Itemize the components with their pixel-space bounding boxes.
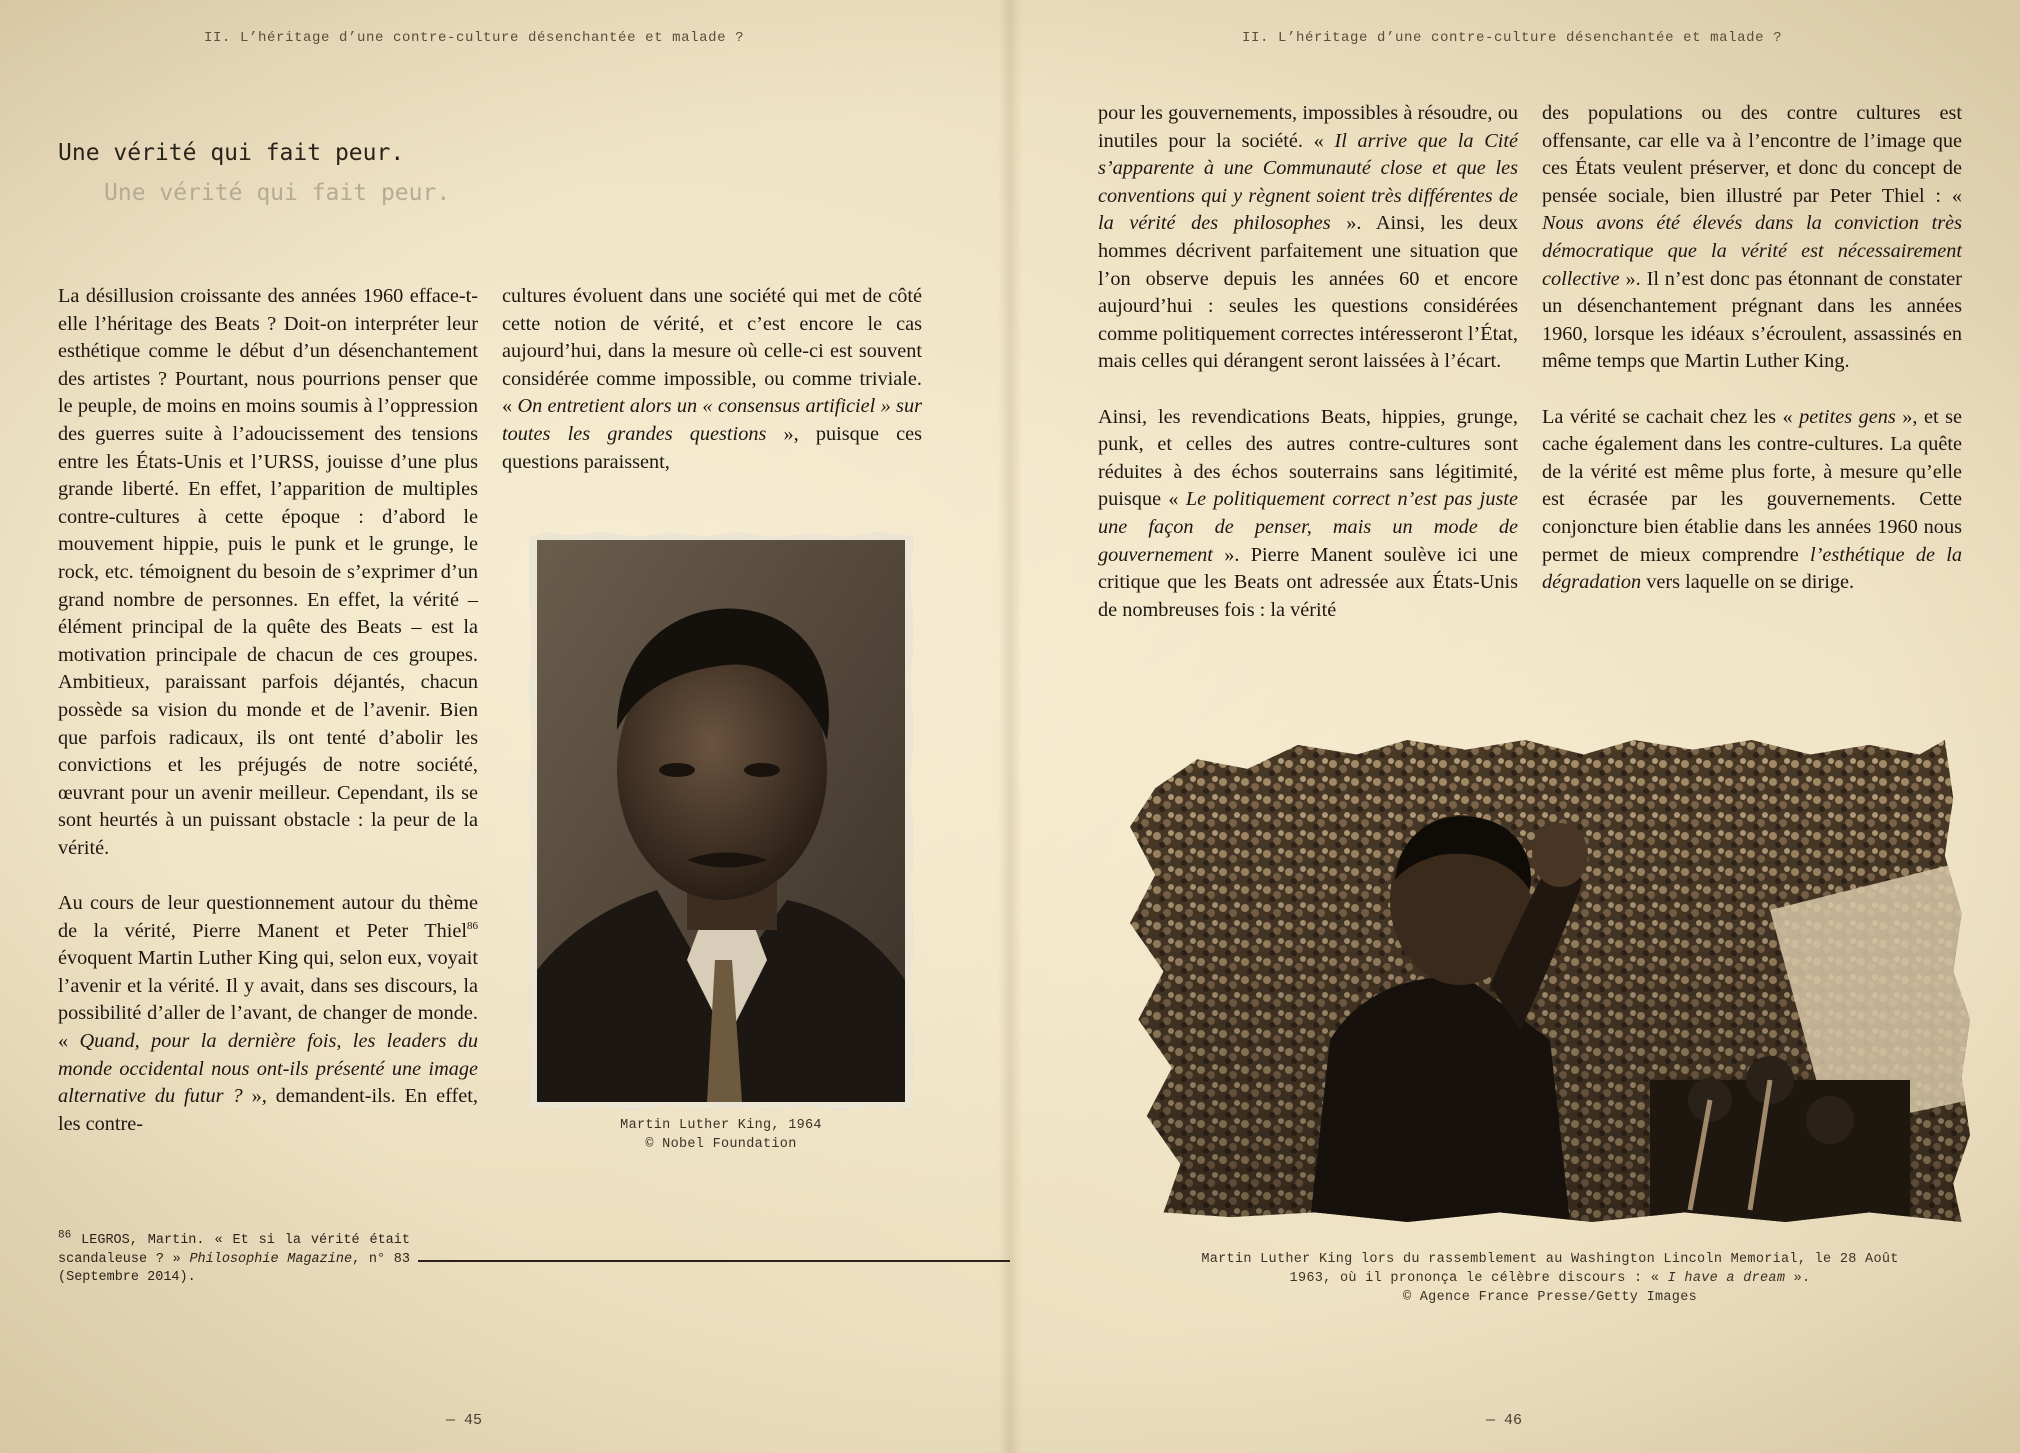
paragraph: pour les gouvernements, impossibles à résoudre, ou inutiles pour la société. « Il arrive que la Cité s’apparente à une Communauté close et que les conventions qui y règnent soient très différentes de la vérité des philosophes ». Ainsi, les deux hommes décrivent parfaitement une situation que l’on observe depuis les années 60 et encore aujourd’hui : seules les questions considérées comme politiquement correctes intéresseront l’État, mais celles qui dérangent seront laissées à l’écart. — [1098, 102, 1519, 373]
running-head-left: II. L’héritage d’une contre-culture désenchantée et malade ? — [204, 30, 745, 46]
quote: Il arrive que la Cité s’apparente à une Communauté close et que les conventions qui y règnent soient très différentes de la vérité des philosophes — [1098, 129, 1519, 235]
quote: Quand, pour la dernière fois, les leaders du monde occidental nous ont-ils présenté une image alternative du futur ? — [58, 1030, 478, 1108]
caption-credit: © Nobel Foundation — [645, 1137, 797, 1152]
footnote-ref[interactable]: 86 — [467, 919, 478, 932]
mlk-speech-photo — [1130, 740, 1970, 1222]
quote: On entretient alors un « consensus artificiel » sur toutes les grandes questions — [502, 395, 922, 445]
paragraph: des populations ou des contre cultures est offensante, car elle va à l’encontre de l’image que ces États veulent préserver, et donc du concept de pensée sociale, bien illustré par Peter Thiel : « Nous avons été élevés dans la conviction très démocratique que la vérité est nécessairement collective ». Il n’est donc pas étonnant de constater un désenchantement prégnant dans les années 1960, lorsque les idéaux s’écroulent, assassinés en même temps que Martin Luther King. — [1542, 102, 1962, 373]
paragraph: La vérité se cachait chez les « petites gens », et se cache également dans les contre-cultures. La quête de la vérité est même plus forte, à mesure qu’elle est écrasée par les gouvernements. Cette conjoncture bien établie dans les années 1960 nous permet de mieux comprendre l’esthétique de la dégradation vers laquelle on se dirige. — [1542, 405, 1963, 594]
left-column-2 — [502, 283, 922, 476]
paragraph: cultures évoluent dans une société qui met de côté cette notion de vérité, et c’est encore le cas aujourd’hui, dans la mesure où celle-ci est souvent considérée comme impossible, ou comme triviale. « On entretient alors un « consensus artificiel » sur toutes les grandes questions », puisque ces questions paraissent, — [502, 285, 922, 473]
right-column-2 — [1542, 100, 1962, 597]
caption-title: Martin Luther King lors du rassemblement au Washington Lincoln Memorial, le 28 Août — [1201, 1252, 1899, 1267]
photo2-caption — [1110, 1250, 1990, 1307]
quote: l’esthétique de la dégradation — [1542, 543, 1963, 594]
left-column-1 — [58, 283, 478, 1138]
right-column-1 — [1098, 100, 1518, 624]
speech-image — [1130, 740, 1970, 1222]
paragraph: La désillusion croissante des années 1960 efface-t-elle l’héritage des Beats ? Doit-on interpréter leur esthétique comme le début d’un désenchantement des artistes ? Pourtant, nous pourrions penser que le peuple, de moins en moins soumis à l’oppression des guerres suite à l’adoucissement des tensions entre les États-Unis et l’URSS, jouisse d’une plus grande liberté. En effet, l’apparition de multiples contre-cultures à cette époque : d’abord le mouvement hippie, puis le punk et le grunge, le rock, etc. témoignent du besoin de s’exprimer d’un grand nombre de personnes. En effet, la vérité – élément principal de la quête des Beats – est la motivation principale de chacun de ces groupes. Ambitieux, paraissant parfois déjantés, chacun possède sa vision du monde et de l’avenir. Bien que parfois radicaux, ils ont tenté d’abolir les convictions et les préjugés de notre société, œuvrant pour un avenir meilleur. Cependant, ils se sont heurtés à un puissant obstacle : la peur de la vérité. — [58, 285, 478, 859]
right-page — [1010, 0, 2020, 1453]
page-number-left: — 45 — [446, 1412, 483, 1429]
caption-subtitle: 1963, où il prononça le célèbre discours : « I have a dream ». — [1289, 1271, 1811, 1286]
footnote-86: $^{86}$ LEGROS, Martin. « Et si la vérité était scandaleuse ? » Philosophie Magazine, n° 83 (Septembre 2014). — [58, 1229, 410, 1285]
journal-title: Philosophie Magazine — [189, 1251, 353, 1267]
quote: Nous avons été élevés dans la conviction très démocratique que la vérité est nécessairement collective — [1542, 212, 1962, 290]
running-head-right: II. L’héritage d’une contre-culture désenchantée et malade ? — [1242, 30, 1783, 46]
caption-title: Martin Luther King, 1964 — [620, 1118, 822, 1133]
quote: I have a dream — [1667, 1271, 1786, 1286]
portrait-image — [537, 540, 905, 1102]
paragraph: Ainsi, les revendications Beats, hippies, grunge, punk, et celles des autres contre-cultures sont réduites à des échos souterrains sans légitimité, puisque « Le politiquement correct n’est pas juste une façon de penser, mais un mode de gouvernement ». Pierre Manent soulève ici une critique que les Beats ont adressée aux États-Unis de nombreuses fois : la vérité — [1098, 405, 1518, 621]
section-heading-echo: Une vérité qui fait peur. — [104, 180, 451, 206]
footnote-number: 86 — [58, 1229, 72, 1242]
section-heading: Une vérité qui fait peur. — [58, 140, 405, 166]
caption-credit: © Agence France Presse/Getty Images — [1402, 1290, 1698, 1305]
mlk-portrait-photo — [529, 532, 913, 1110]
paragraph: Au cours de leur questionnement autour du thème de la vérité, Pierre Manent et Peter Thiel$^{86}$ évoquent Martin Luther King qui, selon eux, voyait l’avenir et la vérité. Il y avait, dans ses discours, la possibilité d’aller de l’avant, de changer de monde. « Quand, pour la dernière fois, les leaders du monde occidental nous ont-ils présenté une image alternative du futur ? », demandent-ils. En effet, les contre- — [58, 892, 478, 1135]
page-number-right: — 46 — [1486, 1412, 1523, 1429]
footnote-rule — [418, 1260, 1010, 1262]
photo1-caption — [529, 1116, 913, 1154]
quote: petites gens — [1799, 405, 1896, 428]
quote: Le politiquement correct n’est pas juste une façon de penser, mais un mode de gouvernement — [1098, 488, 1518, 566]
